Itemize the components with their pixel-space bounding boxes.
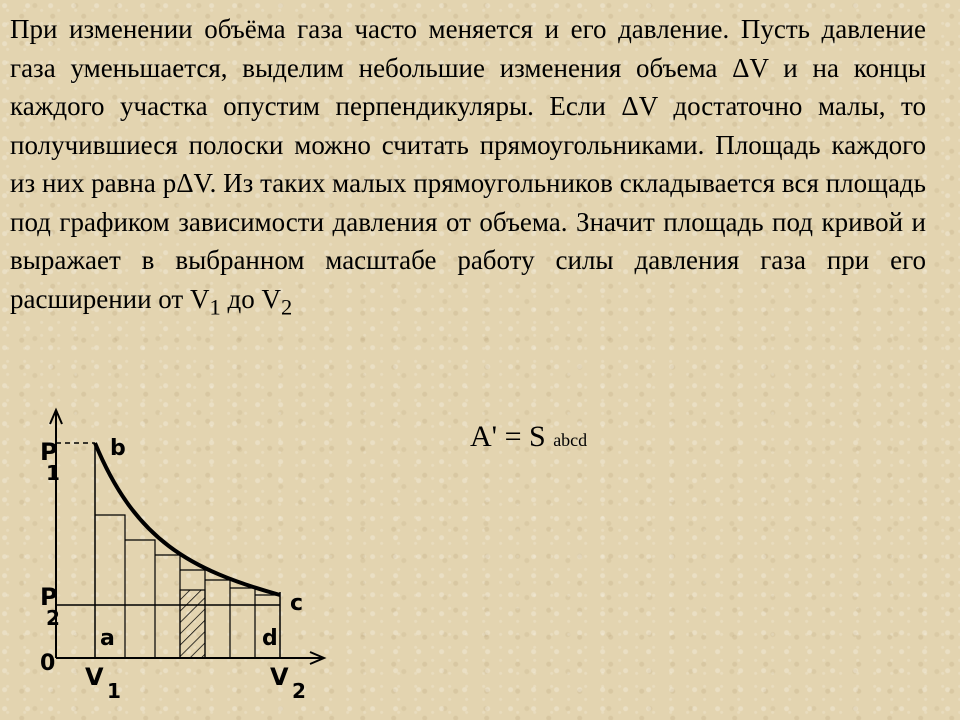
step-rect-3 bbox=[155, 555, 180, 658]
pv-curve bbox=[95, 443, 280, 595]
v1-symbol: V bbox=[189, 283, 210, 314]
text-part-2: и на концы каждого участка опустим перпендикуляры. Если bbox=[10, 52, 926, 121]
v2-label: V bbox=[270, 663, 289, 691]
step-rect-2 bbox=[125, 540, 155, 658]
v1-label: V bbox=[85, 663, 104, 691]
text-part-4: . Из таких малых прямоугольников складывается вся площадь под графиком зависимости давления от объема. Значит площадь под кривой и выражает в выбранном масштабе работу силы давления газа при его расширении от bbox=[10, 168, 926, 314]
body-paragraph bbox=[10, 10, 926, 326]
point-d-label: d bbox=[262, 626, 278, 651]
v2-symbol: V bbox=[261, 283, 281, 314]
p2-label: P bbox=[40, 583, 58, 611]
text-mid: до bbox=[220, 283, 262, 314]
text-part-1: При изменении объёма газа часто меняется и его давление. Пусть давление газа уменьшается, выделим небольшие изменения объема bbox=[10, 14, 926, 83]
v2-subscript: 2 bbox=[280, 293, 293, 319]
p1-label: P bbox=[40, 438, 58, 466]
step-rect-5 bbox=[205, 580, 230, 658]
origin-label: 0 bbox=[40, 651, 56, 676]
step-rect-6 bbox=[230, 588, 255, 658]
point-a-label: a bbox=[100, 626, 115, 651]
delta-v-1: ΔV bbox=[732, 52, 769, 83]
point-c-label: c bbox=[290, 591, 304, 616]
work-formula bbox=[470, 420, 587, 454]
v1-subscript: 1 bbox=[209, 293, 221, 319]
pv-graph bbox=[40, 400, 340, 700]
v2-axis-subscript: 2 bbox=[292, 679, 306, 700]
p2-subscript: 2 bbox=[46, 606, 60, 630]
hatched-strip bbox=[180, 590, 205, 658]
p1-subscript: 1 bbox=[46, 461, 60, 485]
v1-axis-subscript: 1 bbox=[107, 679, 121, 700]
text-part-3: достаточно малы, то получившиеся полоски можно считать прямоугольниками. Площадь каждого из них равна bbox=[10, 91, 926, 198]
delta-v-2: ΔV bbox=[621, 91, 658, 121]
formula-main: A' = S bbox=[470, 420, 554, 453]
formula-subscript: abcd bbox=[553, 430, 588, 450]
p-delta-v: pΔV bbox=[162, 168, 210, 198]
point-b-label: b bbox=[110, 436, 126, 461]
